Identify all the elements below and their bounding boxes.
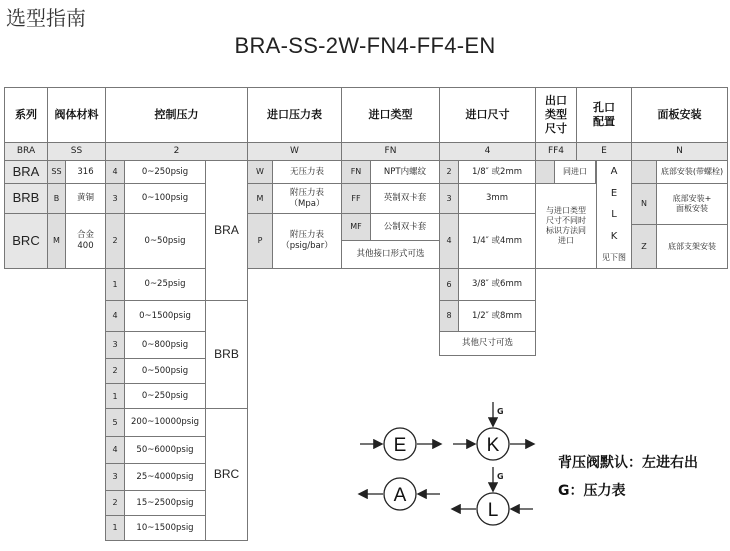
inlet-size-desc: 3mm: [458, 183, 536, 214]
inlet-size-desc: 1/2″ 或8mm: [458, 300, 536, 332]
inlet-type-code: FF: [341, 183, 371, 214]
pressure-code: 3: [105, 331, 125, 359]
selected-panel: N: [631, 142, 728, 161]
port-label-k: K: [486, 435, 500, 456]
inlet-size-code: 8: [439, 300, 459, 332]
pressure-range: 0~800psig: [124, 331, 206, 359]
selected-inlet-type: FN: [341, 142, 440, 161]
default-direction-note: 背压阀默认：左进右出: [558, 455, 698, 471]
panel-code: N: [631, 183, 657, 225]
selected-material: SS: [47, 142, 106, 161]
pressure-range: 0~25psig: [124, 268, 206, 301]
material-code: M: [47, 213, 66, 269]
pressure-code: 2: [105, 358, 125, 384]
gauge-mark: G: [497, 472, 504, 481]
inlet-size-code: 3: [439, 183, 459, 214]
outlet-note: 与进口类型 尺寸不同时 标识方法同 进口: [535, 183, 597, 269]
port-label-e: E: [393, 435, 407, 456]
panel-desc: 底部安装+ 面板安装: [656, 183, 728, 225]
series-brb: BRB: [4, 183, 48, 214]
selected-pressure: 2: [105, 142, 248, 161]
pressure-code: 5: [105, 408, 125, 437]
gauge-code: P: [247, 213, 273, 269]
pressure-code: 3: [105, 183, 125, 214]
series-bra: BRA: [4, 160, 48, 184]
gauge-desc: 附压力表 （psig/bar）: [272, 213, 342, 269]
port-label-a: A: [393, 485, 407, 506]
header-inlet-type: 进口类型: [341, 87, 440, 143]
gauge-mark: G: [497, 407, 504, 416]
pressure-group-bra: BRA: [205, 160, 248, 301]
panel-code: Z: [631, 224, 657, 269]
pressure-range: 25~4000psig: [124, 463, 206, 491]
gauge-legend-note: G：压力表: [558, 483, 626, 499]
gauge-desc: 附压力表 （Mpa）: [272, 183, 342, 214]
inlet-size-code: 4: [439, 213, 459, 269]
pressure-range: 0~250psig: [124, 160, 206, 184]
header-outlet-type: 出口 类型 尺寸: [535, 87, 577, 143]
pressure-range: 0~50psig: [124, 213, 206, 269]
model-code: BRA-SS-2W-FN4-FF4-EN: [234, 33, 496, 58]
selected-gauge: W: [247, 142, 342, 161]
pressure-range: 10~1500psig: [124, 515, 206, 541]
pressure-code: 4: [105, 436, 125, 464]
header-body-material: 阀体材料: [47, 87, 106, 143]
inlet-type-desc: 英制双卡套: [370, 183, 440, 214]
inlet-size-desc: 1/8″ 或2mm: [458, 160, 536, 184]
gauge-code: W: [247, 160, 273, 184]
inlet-type-desc: NPT内螺纹: [370, 160, 440, 184]
pressure-range: 50~6000psig: [124, 436, 206, 464]
selected-inlet-size: 4: [439, 142, 536, 161]
inlet-type-other: 其他接口形式可选: [341, 240, 440, 269]
pressure-code: 2: [105, 490, 125, 516]
header-control-pressure: 控制压力: [105, 87, 248, 143]
material-code: B: [47, 183, 66, 214]
pressure-code: 4: [105, 300, 125, 332]
pressure-range: 0~1500psig: [124, 300, 206, 332]
pressure-code: 4: [105, 160, 125, 184]
selected-outlet: FF4: [535, 142, 577, 161]
pressure-range: 0~250psig: [124, 383, 206, 410]
inlet-type-desc: 公制双卡套: [370, 213, 440, 241]
pressure-code: 1: [105, 268, 125, 301]
page-title: 选型指南: [6, 6, 86, 30]
header-series: 系列: [4, 87, 48, 143]
outlet-same: 同进口: [554, 160, 596, 184]
header-inlet-size: 进口尺寸: [439, 87, 536, 143]
port-config-note: 见下图: [602, 253, 626, 263]
inlet-size-code: 2: [439, 160, 459, 184]
pressure-code: 1: [105, 383, 125, 410]
material-name: 合金 400: [65, 213, 106, 269]
pressure-code: 2: [105, 213, 125, 269]
pressure-range: 0~100psig: [124, 183, 206, 214]
pressure-range: 15~2500psig: [124, 490, 206, 516]
inlet-size-code: 6: [439, 268, 459, 301]
inlet-type-code: MF: [341, 213, 371, 241]
header-panel-mount: 面板安装: [631, 87, 728, 143]
pressure-range: 0~500psig: [124, 358, 206, 384]
panel-desc: 底部支架安装: [656, 224, 728, 269]
inlet-size-desc: 1/4″ 或4mm: [458, 213, 536, 269]
selected-port: E: [576, 142, 632, 161]
pressure-group-brc: BRC: [205, 408, 248, 541]
material-name: 黄铜: [65, 183, 106, 214]
port-option-l: L: [611, 209, 617, 221]
material-code: SS: [47, 160, 66, 184]
gauge-desc: 无压力表: [272, 160, 342, 184]
inlet-size-desc: 3/8″ 或6mm: [458, 268, 536, 301]
material-name: 316: [65, 160, 106, 184]
port-option-a: A: [610, 165, 618, 177]
pressure-code: 3: [105, 463, 125, 491]
inlet-type-code: FN: [341, 160, 371, 184]
selected-series: BRA: [4, 142, 48, 161]
gauge-code: M: [247, 183, 273, 214]
series-brc: BRC: [4, 213, 48, 269]
inlet-size-other: 其他尺寸可选: [439, 331, 536, 356]
header-inlet-gauge: 进口压力表: [247, 87, 342, 143]
header-port-config: 孔口 配置: [576, 87, 632, 143]
panel-desc: 底部安装(带螺栓): [656, 160, 728, 184]
port-option-k: K: [610, 231, 618, 243]
pressure-range: 200~10000psig: [124, 408, 206, 437]
pressure-group-brb: BRB: [205, 300, 248, 409]
port-option-e: E: [610, 187, 618, 199]
pressure-code: 1: [105, 515, 125, 541]
port-label-l: L: [487, 500, 499, 521]
